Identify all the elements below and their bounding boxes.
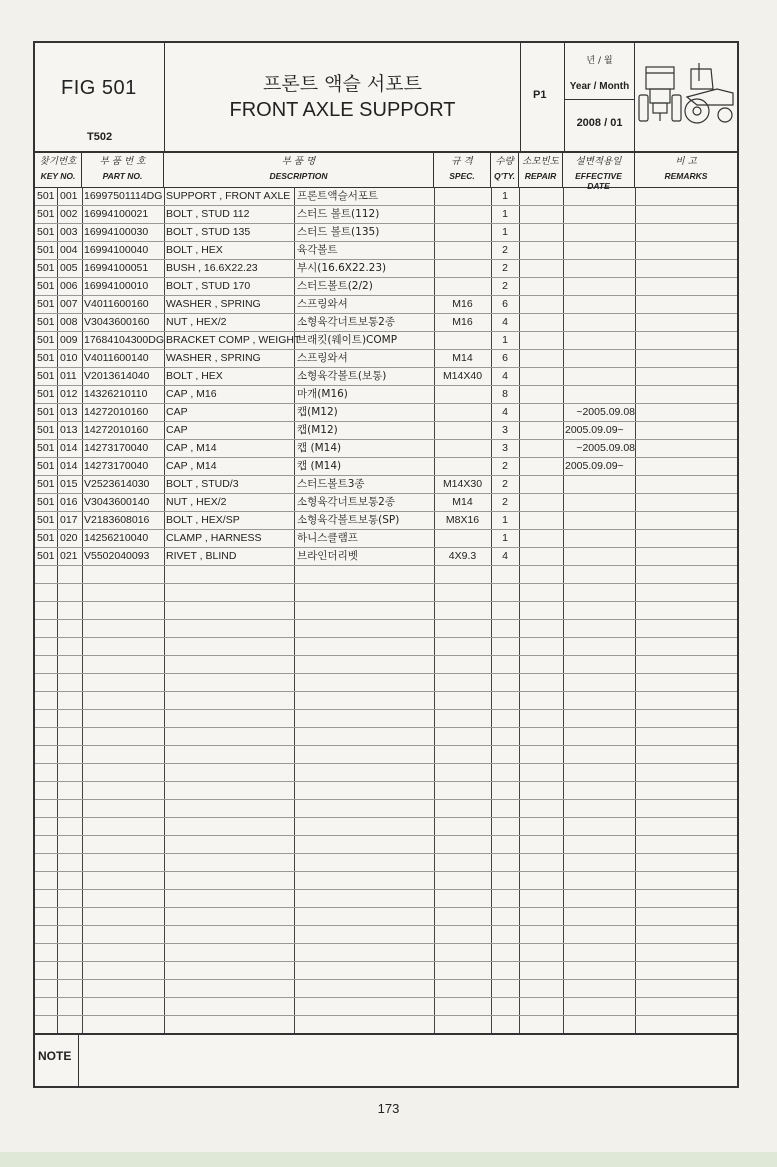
cell-qty: 6 [502, 298, 508, 310]
cell-desc: CAP , M16 [166, 388, 217, 400]
cell-qty: 1 [502, 334, 508, 346]
cell-part: V3043600160 [84, 316, 150, 328]
cell-key: 013 [60, 406, 78, 418]
cell-desc: CAP , M14 [166, 442, 217, 454]
cell-fig: 501 [37, 352, 55, 364]
table-row [35, 295, 737, 313]
year-month-korean: 년 / 월 [586, 56, 613, 66]
cell-desc: CAP [166, 424, 188, 436]
table-row [35, 205, 737, 223]
cell-part: 14326210110 [84, 388, 148, 400]
cell-part: 14256210040 [84, 532, 149, 544]
cell-fig: 501 [37, 226, 55, 238]
table-row [35, 259, 737, 277]
cell-part: V3043600140 [84, 496, 150, 508]
cell-part: 14272010160 [84, 424, 149, 436]
table-row [35, 187, 737, 205]
cell-fig: 501 [37, 478, 55, 490]
page-number: 173 [377, 1101, 400, 1116]
cell-fig: 501 [37, 370, 55, 382]
parts-table-body [35, 187, 737, 1033]
cell-korean: 브래킷(웨이트)COMP [297, 334, 398, 346]
figure-code: T502 [87, 131, 113, 143]
cell-korean: 스터드 볼트(112) [297, 208, 380, 220]
cell-key: 014 [60, 460, 78, 472]
cell-key: 017 [60, 514, 78, 526]
cell-korean: 하니스클램프 [297, 532, 358, 544]
cell-fig: 501 [37, 316, 55, 328]
cell-fig: 501 [37, 532, 55, 544]
cell-desc: BOLT , HEX/SP [166, 514, 240, 526]
cell-fig: 501 [37, 208, 55, 220]
cell-fig: 501 [37, 334, 55, 346]
cell-key: 012 [60, 388, 78, 400]
table-row [35, 421, 737, 439]
cell-fig: 501 [37, 280, 55, 292]
cell-spec: M16 [452, 298, 473, 310]
table-row [35, 475, 737, 493]
cell-fig: 501 [37, 190, 55, 202]
cell-key: 020 [60, 532, 78, 544]
cell-qty: 8 [502, 388, 508, 400]
cell-fig: 501 [37, 514, 55, 526]
title-cell [165, 43, 521, 151]
cell-fig: 501 [37, 262, 55, 274]
cell-qty: 6 [502, 352, 508, 364]
tractor-illustration [635, 43, 737, 151]
cell-key: 001 [60, 190, 78, 202]
table-row [35, 223, 737, 241]
cell-qty: 3 [502, 424, 508, 436]
cell-key: 021 [60, 550, 78, 562]
cell-fig: 501 [37, 496, 55, 508]
cell-korean: 소형육각볼트(보통) [297, 370, 387, 382]
cell-qty: 2 [502, 280, 508, 292]
cell-spec: M14X30 [442, 478, 483, 490]
cell-part: V2183608016 [84, 514, 150, 526]
cell-desc: CAP , M14 [166, 460, 217, 472]
cell-spec: M8X16 [445, 514, 480, 526]
cell-desc: BOLT , STUD 135 [166, 226, 251, 238]
cell-qty: 2 [502, 460, 508, 472]
cell-korean: 육각볼트 [297, 244, 338, 256]
cell-fig: 501 [37, 424, 55, 436]
col-repair: 소모빈도 REPAIR [519, 151, 563, 187]
cell-fig: 501 [37, 388, 55, 400]
cell-qty: 2 [502, 262, 508, 274]
table-row [35, 313, 737, 331]
note-label-cell [35, 1035, 79, 1088]
cell-desc: BRACKET COMP , WEIGHT [166, 334, 301, 346]
cell-part: 16994100040 [84, 244, 149, 256]
cell-date: 2005.09.09~ [565, 460, 624, 472]
cell-qty: 4 [502, 550, 508, 562]
cell-key: 006 [60, 280, 78, 292]
cell-part: 14273170040 [84, 442, 149, 454]
cell-qty: 1 [502, 208, 508, 220]
cell-korean: 스터드볼트3종 [297, 478, 365, 490]
cell-key: 008 [60, 316, 78, 328]
cell-part: 16994100010 [84, 280, 149, 292]
cell-desc: CLAMP , HARNESS [166, 532, 262, 544]
cell-key: 014 [60, 442, 78, 454]
cell-qty: 2 [502, 478, 508, 490]
title-korean: 프론트 액슬 서포트 [263, 73, 422, 95]
cell-part: 16994100030 [84, 226, 149, 238]
cell-key: 011 [60, 370, 77, 382]
table-row [35, 331, 737, 349]
cell-qty: 1 [502, 190, 508, 202]
table-row [35, 511, 737, 529]
cell-part: V4011600140 [84, 352, 149, 364]
cell-korean: 소형육각너트보통2종 [297, 496, 395, 508]
column-header-row [35, 151, 737, 191]
note-label: NOTE [38, 1049, 72, 1063]
col-qty: 수량 Q'TY. [491, 151, 519, 187]
cell-key: 015 [60, 478, 78, 490]
cell-qty: 4 [502, 370, 508, 382]
table-row [35, 277, 737, 295]
page-cell [521, 43, 565, 151]
cell-fig: 501 [37, 406, 55, 418]
year-month-cell [565, 43, 635, 151]
cell-fig: 501 [37, 298, 55, 310]
page-code: P1 [533, 89, 547, 101]
cell-spec: M16 [452, 316, 473, 328]
cell-desc: BOLT , STUD/3 [166, 478, 239, 490]
table-row [35, 385, 737, 403]
figure-id-cell [35, 43, 165, 151]
table-row [35, 367, 737, 385]
col-spec: 규 격 SPEC. [434, 151, 491, 187]
cell-key: 010 [60, 352, 78, 364]
cell-key: 003 [60, 226, 78, 238]
table-row [35, 439, 737, 457]
cell-fig: 501 [37, 550, 55, 562]
cell-qty: 2 [502, 496, 508, 508]
col-description: 부 품 명 DESCRIPTION [164, 151, 434, 187]
table-row [35, 349, 737, 367]
cell-part: 16994100051 [84, 262, 149, 274]
cell-desc: BOLT , HEX [166, 244, 223, 256]
cell-desc: BOLT , STUD 170 [166, 280, 251, 292]
cell-desc: WASHER , SPRING [166, 298, 261, 310]
cell-spec: M14X40 [442, 370, 483, 382]
cell-qty: 4 [502, 406, 508, 418]
parts-list-sheet [33, 41, 739, 1088]
table-row [35, 241, 737, 259]
cell-desc: NUT , HEX/2 [166, 496, 227, 508]
cell-fig: 501 [37, 442, 55, 454]
table-row [35, 547, 737, 565]
cell-qty: 4 [502, 316, 508, 328]
cell-date: ~2005.09.08 [576, 442, 635, 454]
cell-qty: 1 [502, 226, 508, 238]
cell-korean: 캡(M12) [297, 406, 338, 418]
cell-date: 2005.09.09~ [565, 424, 624, 436]
cell-spec: M14 [452, 496, 473, 508]
cell-date: ~2005.09.08 [576, 406, 635, 418]
cell-part: V2013614040 [84, 370, 150, 382]
tractor-icon [637, 59, 735, 129]
year-month-value: 2008 / 01 [576, 117, 623, 129]
cell-part: 16994100021 [84, 208, 149, 220]
cell-desc: RIVET , BLIND [166, 550, 237, 562]
cell-key: 009 [60, 334, 78, 346]
cell-key: 002 [60, 208, 78, 220]
cell-korean: 캡 (M14) [297, 442, 342, 454]
table-row [35, 403, 737, 421]
cell-korean: 브라인더리벳 [297, 550, 358, 562]
col-remarks: 비 고 REMARKS [664, 156, 708, 181]
cell-desc: BUSH , 16.6X22.23 [166, 262, 258, 274]
cell-korean: 스프링와셔 [297, 298, 348, 310]
cell-desc: CAP [166, 406, 188, 418]
cell-desc: SUPPORT , FRONT AXLE [166, 190, 291, 202]
scan-edge [0, 1152, 777, 1167]
cell-part: V4011600160 [84, 298, 149, 310]
cell-korean: 소형육각너트보통2종 [297, 316, 395, 328]
cell-qty: 3 [502, 442, 508, 454]
note-area [35, 1033, 737, 1088]
cell-part: V2523614030 [84, 478, 150, 490]
cell-desc: WASHER , SPRING [166, 352, 261, 364]
year-month-english: Year / Month [569, 81, 630, 92]
cell-part: V5502040093 [84, 550, 150, 562]
cell-desc: BOLT , HEX [166, 370, 223, 382]
cell-key: 005 [60, 262, 78, 274]
cell-korean: 스터드볼트(2/2) [297, 280, 373, 292]
cell-korean: 캡 (M14) [297, 460, 342, 472]
cell-korean: 캡(M12) [297, 424, 338, 436]
cell-korean: 소형육각볼트보통(SP) [297, 514, 400, 526]
header-block [35, 43, 737, 153]
cell-key: 013 [60, 424, 78, 436]
cell-part: 16997501114DG [84, 190, 163, 202]
cell-desc: NUT , HEX/2 [166, 316, 227, 328]
table-row [35, 493, 737, 511]
table-row [35, 457, 737, 475]
cell-qty: 2 [502, 244, 508, 256]
cell-korean: 부시(16.6X22.23) [297, 262, 387, 274]
cell-part: 17684104300DG [84, 334, 164, 346]
table-row [35, 529, 737, 547]
col-part-no: 부 품 번 호 PART NO. [82, 151, 164, 187]
cell-korean: 프론트액슬서포트 [297, 190, 379, 202]
cell-part: 14273170040 [84, 460, 149, 472]
cell-korean: 스프링와셔 [297, 352, 348, 364]
cell-spec: M14 [452, 352, 473, 364]
cell-key: 007 [60, 298, 78, 310]
figure-label: FIG 501 [61, 77, 137, 99]
col-key-no: 찾기번호 KEY NO. [35, 151, 82, 187]
cell-key: 004 [60, 244, 78, 256]
cell-fig: 501 [37, 244, 55, 256]
title-english: FRONT AXLE SUPPORT [229, 99, 456, 121]
cell-korean: 마개(M16) [297, 388, 348, 400]
cell-fig: 501 [37, 460, 55, 472]
cell-qty: 1 [502, 514, 508, 526]
cell-part: 14272010160 [84, 406, 149, 418]
cell-desc: BOLT , STUD 112 [166, 208, 250, 220]
cell-key: 016 [60, 496, 78, 508]
cell-korean: 스터드 볼트(135) [297, 226, 380, 238]
col-effective-date: 설변적용일 EFFECTIVE DATE [563, 151, 635, 187]
cell-spec: 4X9.3 [448, 550, 477, 562]
cell-qty: 1 [502, 532, 508, 544]
